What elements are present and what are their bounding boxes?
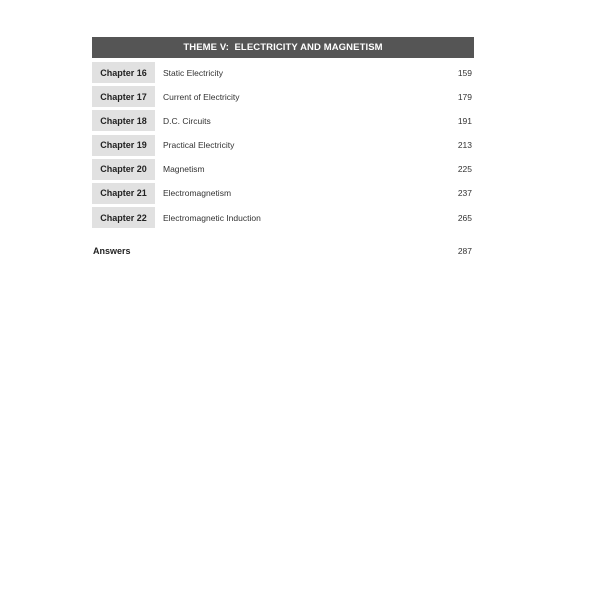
chapter-label: Chapter 20 [92,159,155,180]
toc-row-chapter-17 [92,86,474,107]
toc-row-answers [92,244,474,258]
page-number: 265 [457,212,472,223]
toc-row-chapter-21 [92,183,474,204]
toc-row-chapter-16 [92,62,474,83]
toc-row-chapter-22 [92,207,474,228]
toc-row-chapter-18 [92,110,474,131]
page-number: 191 [457,115,472,126]
chapter-label: Chapter 19 [92,135,155,156]
toc-row-chapter-20 [92,159,474,180]
page-number: 237 [457,188,472,199]
table-of-contents [92,37,474,231]
chapter-label: Chapter 17 [92,86,155,107]
chapter-title: Magnetism [163,164,205,175]
chapter-label: Chapter 18 [92,110,155,131]
chapter-title: D.C. Circuits [163,115,211,126]
chapter-title: Practical Electricity [163,140,235,151]
chapter-list [92,62,474,228]
page-number: 213 [457,140,472,151]
chapter-label: Chapter 21 [92,183,155,204]
page-number: 159 [457,67,472,78]
theme-header: THEME V: ELECTRICITY AND MAGNETISM [92,37,474,58]
answers-page-number: 287 [457,246,472,256]
answers-label: Answers [93,246,131,256]
chapter-title: Static Electricity [163,67,223,78]
page-number: 225 [457,164,472,175]
chapter-label: Chapter 22 [92,207,155,228]
chapter-title: Electromagnetic Induction [163,212,261,223]
page-number: 179 [457,91,472,102]
chapter-title: Electromagnetism [163,188,232,199]
chapter-title: Current of Electricity [163,91,240,102]
toc-row-chapter-19 [92,135,474,156]
chapter-label: Chapter 16 [92,62,155,83]
